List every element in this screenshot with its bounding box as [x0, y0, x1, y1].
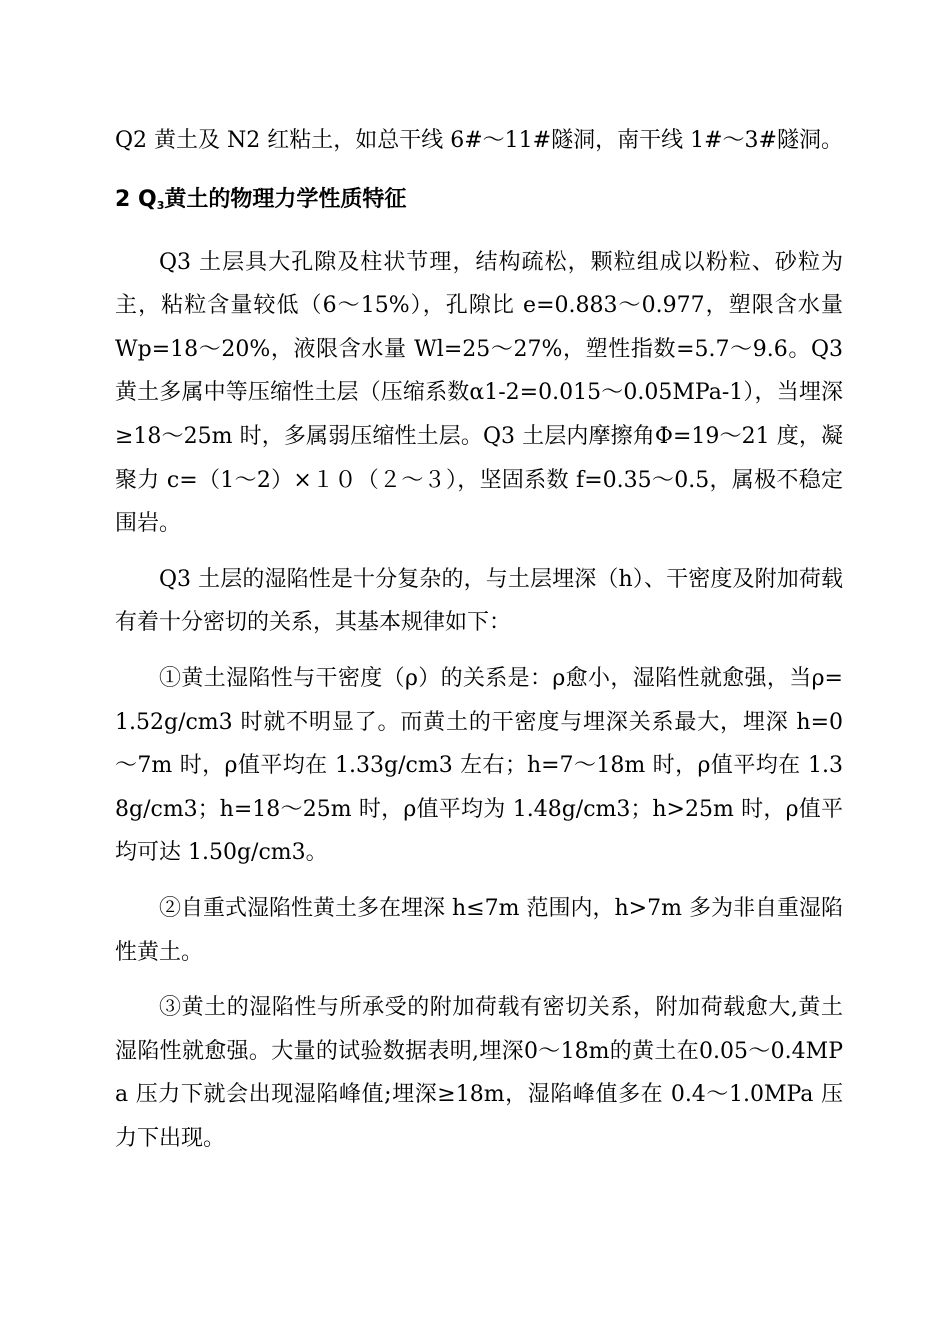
section-title-prefix: Q: [137, 186, 157, 212]
intro-line: Q2 黄土及 N2 红粘土，如总干线 6#～11#隧洞，南干线 1#～3#隧洞。: [115, 128, 843, 153]
section-title-rest: 黄土的物理力学性质特征: [164, 186, 407, 212]
paragraph-rule-1: ①黄土湿陷性与干密度（ρ）的关系是：ρ愈小，湿陷性就愈强，当ρ=1.52g/cm3 时就不明显了。而黄土的干密度与埋深关系最大，埋深 h=0～7m 时，ρ值平均在 1.33g/cm3 左右；h=7～18m 时，ρ值平均在 1.38g/cm3；h=18～25m 时，ρ值平均为 1.48g/cm3；h>25m 时，ρ值平均可达 1.50g/cm3。: [115, 665, 843, 866]
paragraph-rule-2: ②自重式湿陷性黄土多在埋深 h≤7m 范围内，h>7m 多为非自重湿陷性黄土。: [115, 895, 843, 965]
section-title-subscript: 3: [156, 198, 165, 212]
paragraph-properties: Q3 土层具大孔隙及柱状节理，结构疏松，颗粒组成以粉粒、砂粒为主，粘粒含量较低（6～15%），孔隙比 e=0.883～0.977，塑限含水量 Wp=18～20%，液限含水量 Wl=25～27%，塑性指数=5.7～9.6。Q3 黄土多属中等压缩性土层（压缩系数α1-2=0.015～0.05MPa-1），当埋深≥18～25m 时，多属弱压缩性土层。Q3 土层内摩擦角Φ=19～21 度，凝聚力 c=（1～2）×１０（２～３），坚固系数 f=0.35～0.5，属极不稳定围岩。: [115, 249, 843, 537]
section-number: 2: [115, 186, 131, 212]
paragraph-collapsibility-intro: Q3 土层的湿陷性是十分复杂的，与土层埋深（h）、干密度及附加荷载有着十分密切的关系，其基本规律如下：: [115, 566, 843, 636]
section-heading: [115, 178, 843, 221]
document-page: [115, 119, 843, 1160]
paragraph-rule-3: ③黄土的湿陷性与所承受的附加荷载有密切关系，附加荷载愈大,黄土湿陷性就愈强。大量的试验数据表明,埋深0～18m的黄土在0.05～0.4MPa 压力下就会出现湿陷峰值;埋深≥18m，湿陷峰值多在 0.4～1.0MPa 压力下出现。: [115, 995, 843, 1151]
